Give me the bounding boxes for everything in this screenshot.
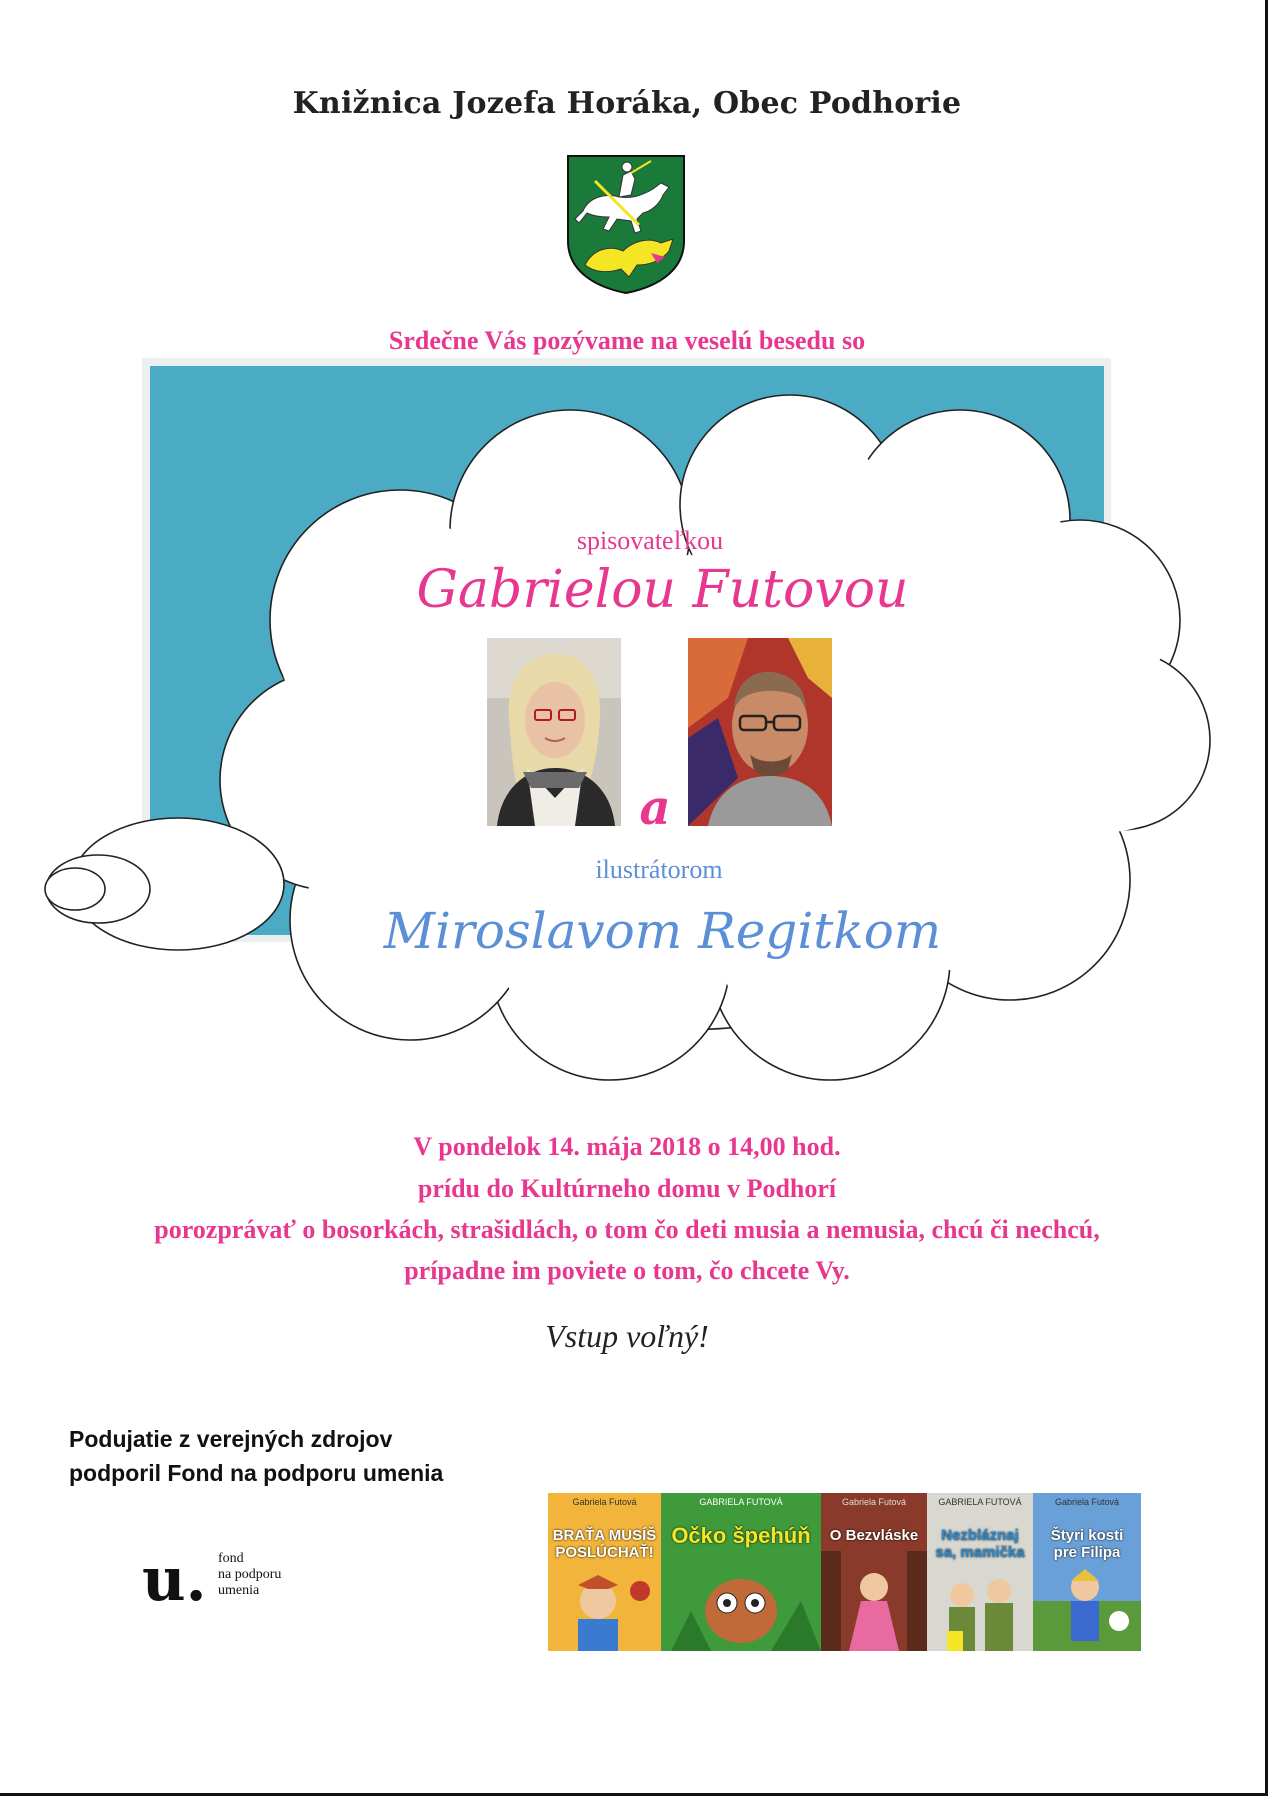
book-author: Gabriela Futová	[841, 1497, 907, 1507]
guest1-name: Gabrielou Futovou	[416, 560, 909, 620]
book-cover	[548, 1493, 661, 1651]
event-topic-line-2: prípadne im poviete o tom, čo chcete Vy.	[404, 1256, 850, 1285]
event-place-line: prídu do Kultúrneho domu v Podhorí	[417, 1174, 837, 1203]
fund-logo	[142, 1545, 207, 1615]
book-author: Gabriela Futová	[1054, 1497, 1120, 1507]
fund-logo-text: fond na podporu umenia	[218, 1551, 282, 1598]
guest2-name: Miroslavom Regitkom	[383, 902, 942, 960]
guest1-role: spisovateľkou	[576, 526, 724, 555]
book-author: Gabriela Futová	[572, 1497, 637, 1507]
illustrator-photo	[688, 638, 832, 826]
event-date-line: V pondelok 14. mája 2018 o 14,00 hod.	[413, 1132, 841, 1161]
book-author: GABRIELA FUTOVÁ	[938, 1497, 1022, 1507]
guest2-role: ilustrátorom	[595, 855, 723, 884]
fund-logo-letter: u.	[142, 1545, 207, 1615]
book-title: O Bezvláske	[829, 1527, 919, 1544]
book-covers	[548, 1493, 1141, 1651]
support-note	[69, 1422, 443, 1490]
book-cover	[927, 1493, 1033, 1651]
book-title: Štyri kosti pre Filipa	[1050, 1527, 1124, 1561]
book-cover	[661, 1493, 821, 1651]
free-entry: Vstup voľný!	[545, 1318, 709, 1354]
support-line-1: Podujatie z verejných zdrojov	[69, 1426, 393, 1452]
book-title: BRAŤA MUSÍŠ POSLÚCHAŤ!	[552, 1527, 657, 1561]
coat-of-arms-icon	[565, 153, 687, 295]
book-title: Nezbláznaj sa, mamička	[935, 1527, 1025, 1561]
library-title: Knižnica Jozefa Horáka, Obec Podhorie	[292, 86, 962, 121]
author-photo	[487, 638, 621, 826]
support-line-2: podporil Fond na podporu umenia	[69, 1460, 444, 1486]
book-cover	[1033, 1493, 1141, 1651]
book-cover	[821, 1493, 927, 1651]
event-topic-line: porozprávať o bosorkách, strašidlách, o tom čo deti musia a nemusia, chcú či nechcú,	[154, 1215, 1100, 1244]
book-author: GABRIELA FUTOVÁ	[699, 1497, 783, 1507]
conjunction-a: a	[639, 780, 671, 836]
book-title: Očko špehúň	[671, 1523, 811, 1548]
invitation-text: Srdečne Vás pozývame na veselú besedu so	[388, 326, 866, 355]
thought-cloud	[0, 380, 1268, 1120]
